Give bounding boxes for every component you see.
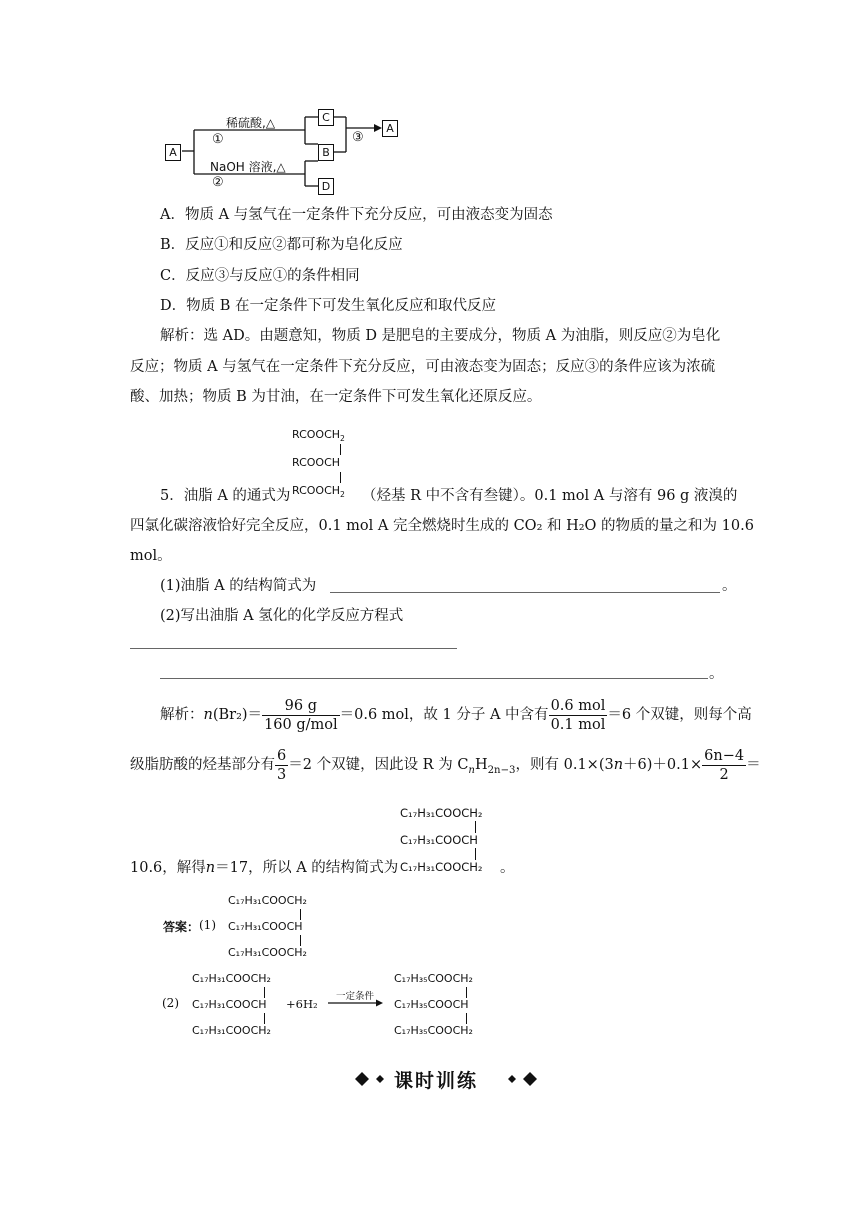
- answer-part2-label: (2): [162, 996, 179, 1010]
- option-c: C．反应③与反应①的条件相同: [160, 268, 360, 284]
- branch2-number: ②: [212, 175, 224, 190]
- reaction-arrow: [328, 998, 384, 1008]
- answer-blank-1[interactable]: [330, 592, 720, 593]
- diagram-lines: [160, 108, 410, 200]
- branch2-label: NaOH 溶液,△: [210, 160, 286, 174]
- analysis4-line1: 解析：选 AD。由题意知，物质 D 是肥皂的主要成分，物质 A 为油脂，则反应②为皂化: [160, 328, 721, 344]
- node-d: D: [318, 178, 334, 195]
- q5-line2: 四氯化碳溶液恰好完全反应，0.1 mol A 完全燃烧时生成的 CO₂ 和 H₂O 的物质的量之和为 10.6: [130, 518, 754, 534]
- fraction-br2-mass: $\frac{96 g}{\text{160 g/mol}}$: [264, 697, 338, 733]
- branch1-label: 稀硫酸,△: [226, 116, 276, 130]
- reaction-condition: 一定条件: [336, 991, 375, 1002]
- option-b: B．反应①和反应②都可称为皂化反应: [160, 237, 403, 253]
- option-d: D．物质 B 在一定条件下可发生氧化反应和取代反应: [160, 298, 496, 314]
- node-c: C: [318, 109, 334, 126]
- fraction-six-thirds: $\frac{6}{3}$: [277, 747, 287, 783]
- left-diamond-icons: [354, 1071, 394, 1087]
- q5-sub1: (1)油脂 A 的结构简式为: [160, 578, 317, 594]
- q5-sub1-end: 。: [722, 578, 737, 594]
- option-a: A．物质 A 与氢气在一定条件下充分反应，可由液态变为固态: [160, 207, 553, 223]
- analysis5-end: 。: [500, 860, 515, 876]
- analysis5-para1: 解析：n(Br₂)＝ $\frac{96 g}{\text{160 g/mol}}$ ＝0.6 mol，故 1 分子 A 中含有 $\frac{\text{0.6 mol}}{\text{0.1 mol}}$ ＝6 个双键，则每个高: [160, 697, 752, 733]
- fraction-mol-ratio: $\frac{\text{0.6 mol}}{\text{0.1 mol}}$: [550, 697, 606, 733]
- q5-sub2-end: 。: [709, 666, 724, 682]
- analysis4-line3: 酸、加热；物质 B 为甘油，在一定条件下可发生氧化还原反应。: [130, 389, 542, 405]
- struct-row1: RCOOCH: [292, 428, 341, 441]
- section-title: 课时训练: [394, 1070, 479, 1092]
- q5-line1-pre: 5．油脂 A 的通式为: [160, 488, 291, 504]
- node-a-end: A: [382, 120, 398, 137]
- section-title-banner: [354, 1066, 540, 1092]
- branch1-number: ①: [212, 132, 224, 147]
- answer-label: 答案：: [163, 920, 200, 934]
- analysis5-para3: 10.6，解得n＝17，所以 A 的结构简式为: [130, 860, 399, 876]
- answer-blank-2[interactable]: [130, 648, 457, 649]
- analysis5-para2: 级脂肪酸的烃基部分有 $\frac{6}{3}$ ＝2 个双键，因此设 R 为 $C_nH_{2n-3}$，则有 0.1×(3n＋6)＋0.1× $\frac{6n-4}{2}$ ＝: [130, 747, 761, 783]
- struct-row3: RCOOCH: [292, 484, 341, 497]
- answer-blank-3[interactable]: [160, 678, 708, 679]
- node-a-start: A: [165, 144, 181, 161]
- answer-part1-label: (1): [199, 918, 216, 932]
- answer-plus-h2: +6H₂: [286, 997, 318, 1011]
- node-b: B: [318, 144, 334, 161]
- fraction-h2o: $\frac{6n-4}{2}$: [704, 747, 745, 783]
- right-diamond-icons: [500, 1071, 540, 1087]
- merge-number: ③: [352, 130, 364, 145]
- q5-line1-post: （烃基 R 中不含有叁键）。0.1 mol A 与溶有 96 g 液溴的: [362, 488, 738, 504]
- struct-row2: RCOOCH: [292, 456, 341, 469]
- analysis4-line2: 反应；物质 A 与氢气在一定条件下充分反应，可由液态变为固态；反应③的条件应该为浓硫: [130, 359, 716, 375]
- q5-line3: mol。: [130, 548, 172, 564]
- q5-sub2: (2)写出油脂 A 氢化的化学反应方程式: [160, 608, 404, 624]
